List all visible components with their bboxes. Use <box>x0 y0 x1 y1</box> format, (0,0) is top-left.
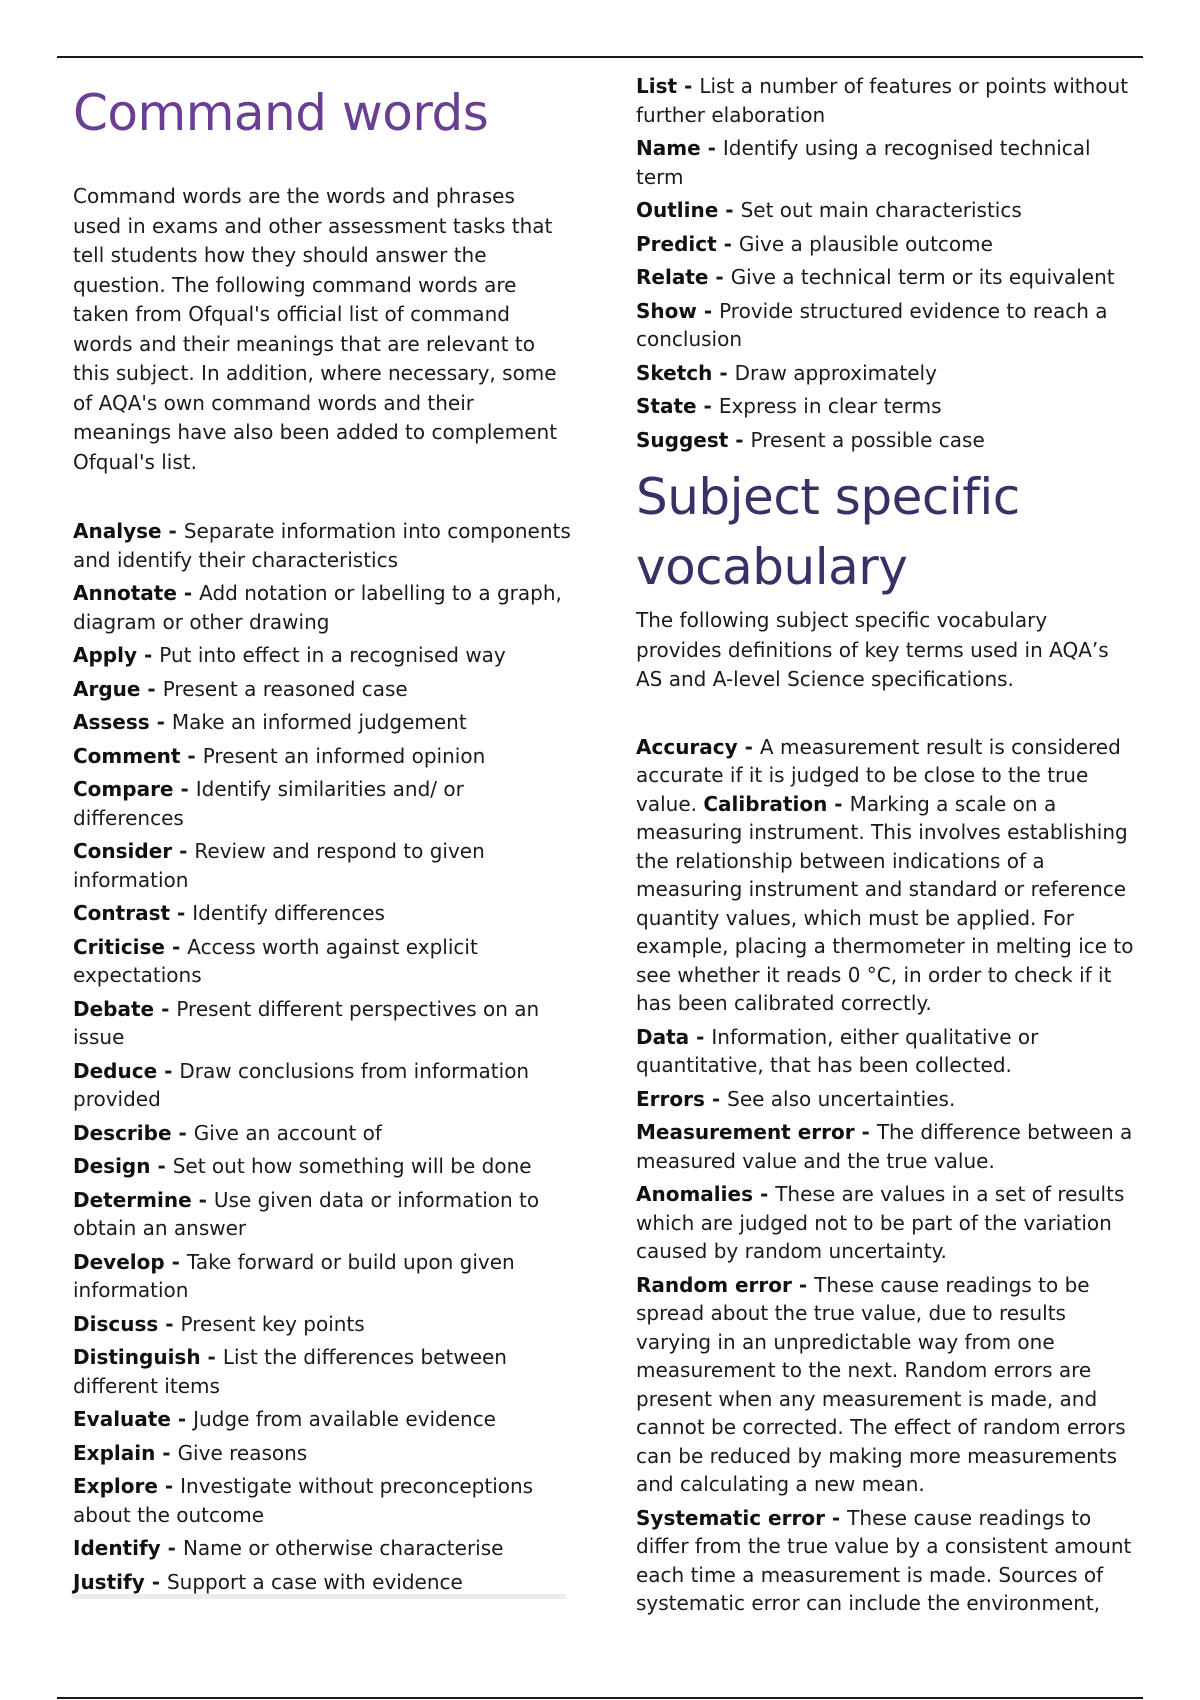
term: Explain <box>73 1440 156 1465</box>
vocab-entry-errors: Errors - See also uncertainties. <box>636 1086 956 1111</box>
definition: These cause readings to be spread about the true value, due to results varying in an unpredictable way from one measurement to the next. Random errors are present when any measurement is made, and cannot be corrected. The effect of random errors can be reduced by making more measurements and calculating a new mean. <box>636 1272 1126 1496</box>
definition: Make an informed judgement <box>171 710 467 734</box>
command-word-sketch: Sketch - Draw approximately <box>636 360 937 385</box>
vocab-entry-measurement-error: Measurement error - The difference between a measured value and the true value. <box>636 1120 1133 1173</box>
term: Predict <box>636 231 717 256</box>
term: Suggest <box>636 427 729 452</box>
definition: The difference between a measured value and the true value. <box>636 1120 1133 1173</box>
command-word-name: Name - Identify using a recognised technical term <box>636 136 1091 189</box>
definition: See also uncertainties. <box>727 1086 956 1111</box>
command-word-contrast: Contrast - Identify differences <box>73 901 385 925</box>
command-word-criticise: Criticise - Access worth against explicit expectations <box>73 934 478 987</box>
term: Show <box>636 298 697 323</box>
term: Argue <box>73 676 141 701</box>
command-word-show: Show - Provide structured evidence to reach a conclusion <box>636 298 1108 351</box>
command-word-list: List - List a number of features or points without further elaboration <box>636 74 1129 127</box>
vocab-entry-accuracy: Accuracy - A measurement result is considered accurate if it is judged to be close to the true value. Calibration - Marking a scale on a measuring instrument. This involves establishing the relationship between indications of a measuring instrument and standard or reference quantity values, which must be applied. For example, placing a thermometer in melting ice to see whether it reads 0 °C, in order to check if it has been calibrated correctly. <box>636 734 1134 1015</box>
vocab-definition: A measurement result is considered accurate if it is judged to be close to the true value. <box>636 734 1121 816</box>
term: Distinguish <box>73 1345 201 1369</box>
vocab-entry-anomalies: Anomalies - These are values in a set of results which are judged not to be part of the variation caused by random uncertainty. <box>636 1182 1125 1263</box>
command-word-evaluate: Evaluate - Judge from available evidence <box>73 1407 496 1431</box>
term: Deduce <box>73 1058 158 1083</box>
definition: Present a reasoned case <box>162 676 408 701</box>
term: Develop <box>73 1249 165 1274</box>
command-word-discuss: Discuss - Present key points <box>73 1311 365 1336</box>
command-word-annotate: Annotate - Add notation or labelling to a graph, diagram or other drawing <box>73 581 562 634</box>
definition: Give a technical term or its equivalent <box>730 265 1115 289</box>
vocab-term-calibration: Calibration <box>703 791 828 816</box>
command-words-intro: Command words are the words and phrases used in exams and other assessment tasks that tell students how they should answer the question. The following command words are taken from Ofqual's official list of command words and their meanings that are relevant to this subject. In addition, where necessary, some of AQA's own command words and their meanings have also been added to complement Ofqual's list. <box>73 184 558 474</box>
command-words-list-left <box>73 517 573 1596</box>
definition: Add notation or labelling to a graph, diagram or other drawing <box>73 581 562 634</box>
term: Debate <box>73 996 155 1021</box>
term: Name <box>636 136 701 160</box>
bottom-rule <box>57 1697 1143 1699</box>
term: List <box>636 74 678 98</box>
term: Compare <box>73 777 174 801</box>
definition: Present an informed opinion <box>202 743 486 768</box>
term: Annotate <box>73 581 177 605</box>
definition: Information, either qualitative or quantitative, that has been collected. <box>636 1024 1039 1077</box>
term: Sketch <box>636 360 713 385</box>
term: Systematic error <box>636 1505 825 1530</box>
term: Random error <box>636 1272 792 1297</box>
definition: Present key points <box>180 1311 365 1336</box>
definition: Judge from available evidence <box>193 1407 496 1431</box>
term: Explore <box>73 1474 158 1498</box>
command-word-state: State - Express in clear terms <box>636 394 942 418</box>
vocab-entry-systematic-error: Systematic error - These cause readings to differ from the true value by a consistent amount each time a measurement is made. Sources of systematic error can include the environment, <box>636 1505 1132 1615</box>
definition: Review and respond to given information <box>73 839 485 892</box>
command-word-analyse: Analyse - Separate information into components and identify their characteristics <box>73 519 571 572</box>
definition: Express in clear terms <box>718 394 942 418</box>
command-word-determine: Determine - Use given data or information to obtain an answer <box>73 1187 540 1240</box>
definition: Identify differences <box>192 901 385 925</box>
command-word-apply: Apply - Put into effect in a recognised way <box>73 643 506 667</box>
term: Errors <box>636 1086 705 1111</box>
top-rule <box>57 56 1143 58</box>
command-word-comment: Comment - Present an informed opinion <box>73 743 486 768</box>
term: Describe <box>73 1120 172 1145</box>
definition: Identify similarities and/ or differences <box>73 777 464 830</box>
definition: Support a case with evidence <box>166 1569 463 1594</box>
command-word-develop: Develop - Take forward or build upon given information <box>73 1249 515 1302</box>
command-word-deduce: Deduce - Draw conclusions from information provided <box>73 1058 530 1111</box>
command-word-debate: Debate - Present different perspectives on an issue <box>73 996 540 1049</box>
definition: Use given data or information to obtain an answer <box>73 1187 540 1240</box>
definition: Present a possible case <box>750 427 985 452</box>
definition: Give a plausible outcome <box>738 231 993 256</box>
term: Evaluate <box>73 1407 171 1431</box>
term: Identify <box>73 1536 161 1560</box>
definition: Access worth against explicit expectations <box>73 934 478 987</box>
term: Assess <box>73 710 150 734</box>
term: Analyse <box>73 519 162 543</box>
definition: Investigate without preconceptions about the outcome <box>73 1474 534 1527</box>
term: Determine <box>73 1187 192 1212</box>
command-word-explore: Explore - Investigate without preconceptions about the outcome <box>73 1474 534 1527</box>
command-word-justify: Justify - Support a case with evidence <box>73 1569 463 1594</box>
vocabulary-intro: The following subject specific vocabulary provides definitions of key terms used in AQA’s AS and A-level Science specifications. <box>636 608 1109 691</box>
definition: Give reasons <box>177 1440 308 1465</box>
term: Design <box>73 1154 151 1178</box>
command-word-compare: Compare - Identify similarities and/ or differences <box>73 777 464 830</box>
left-column <box>73 80 573 1601</box>
definition: Name or otherwise characterise <box>182 1536 504 1560</box>
command-word-identify: Identify - Name or otherwise characterise <box>73 1536 504 1560</box>
term: Measurement error <box>636 1120 855 1144</box>
command-word-suggest: Suggest - Present a possible case <box>636 427 985 452</box>
term: Consider <box>73 839 173 863</box>
command-word-relate: Relate - Give a technical term or its equivalent <box>636 265 1115 289</box>
definition: These are values in a set of results which are judged not to be part of the variation caused by random uncertainty. <box>636 1182 1125 1263</box>
command-words-heading: Command words <box>73 84 489 142</box>
definition: Take forward or build upon given information <box>73 1249 515 1302</box>
command-word-design: Design - Set out how something will be done <box>73 1154 532 1178</box>
definition: Provide structured evidence to reach a conclusion <box>636 298 1108 351</box>
definition: List a number of features or points without further elaboration <box>636 74 1129 127</box>
definition: Set out how something will be done <box>172 1154 532 1178</box>
command-word-argue: Argue - Present a reasoned case <box>73 676 408 701</box>
command-word-explain: Explain - Give reasons <box>73 1440 308 1465</box>
command-word-outline: Outline - Set out main characteristics <box>636 198 1022 222</box>
vocabulary-list <box>636 1023 1136 1618</box>
term: Relate <box>636 265 709 289</box>
definition: Put into effect in a recognised way <box>159 643 506 667</box>
term: Contrast <box>73 901 171 925</box>
vocab-definition-calibration: Marking a scale on a measuring instrument. This involves establishing the relationship between indications of a measuring instrument and standard or reference quantity values, which must be applied. For example, placing a thermometer in melting ice to see whether it reads 0 °C, in order to check if it has been calibrated correctly. <box>636 791 1134 1015</box>
term: Justify <box>73 1569 145 1594</box>
term: Discuss <box>73 1311 159 1336</box>
definition: Present different perspectives on an issue <box>73 996 540 1049</box>
term: Comment <box>73 743 181 768</box>
vocab-entry-random-error: Random error - These cause readings to be spread about the true value, due to results varying in an unpredictable way from one measurement to the next. Random errors are present when any measurement is made, and cannot be corrected. The effect of random errors can be reduced by making more measurements and calculating a new mean. <box>636 1272 1126 1496</box>
definition: Separate information into components and identify their characteristics <box>73 519 571 572</box>
definition: Identify using a recognised technical term <box>636 136 1091 189</box>
command-word-consider: Consider - Review and respond to given information <box>73 839 485 892</box>
command-word-distinguish: Distinguish - List the differences between different items <box>73 1345 507 1398</box>
term: Outline <box>636 198 719 222</box>
term: Data <box>636 1024 690 1049</box>
vocab-term: Accuracy <box>636 734 738 759</box>
right-column <box>636 72 1136 1623</box>
command-words-list-right <box>636 72 1136 454</box>
command-word-assess: Assess - Make an informed judgement <box>73 710 467 734</box>
term: Criticise <box>73 934 165 959</box>
term: Apply <box>73 643 138 667</box>
definition: Set out main characteristics <box>740 198 1022 222</box>
definition: Give an account of <box>193 1120 382 1145</box>
vocab-entry-data: Data - Information, either qualitative or quantitative, that has been collected. <box>636 1024 1039 1077</box>
command-word-describe: Describe - Give an account of <box>73 1120 382 1145</box>
definition: These cause readings to differ from the true value by a consistent amount each time a measurement is made. Sources of systematic error can include the environment, <box>636 1505 1132 1615</box>
left-column-divider <box>72 1594 566 1599</box>
command-word-predict: Predict - Give a plausible outcome <box>636 231 993 256</box>
definition: Draw approximately <box>734 360 937 385</box>
vocabulary-heading: Subject specific vocabulary <box>636 468 1020 596</box>
term: State <box>636 394 697 418</box>
term: Anomalies <box>636 1182 753 1206</box>
definition: Draw conclusions from information provided <box>73 1058 530 1111</box>
definition: List the differences between different items <box>73 1345 507 1398</box>
